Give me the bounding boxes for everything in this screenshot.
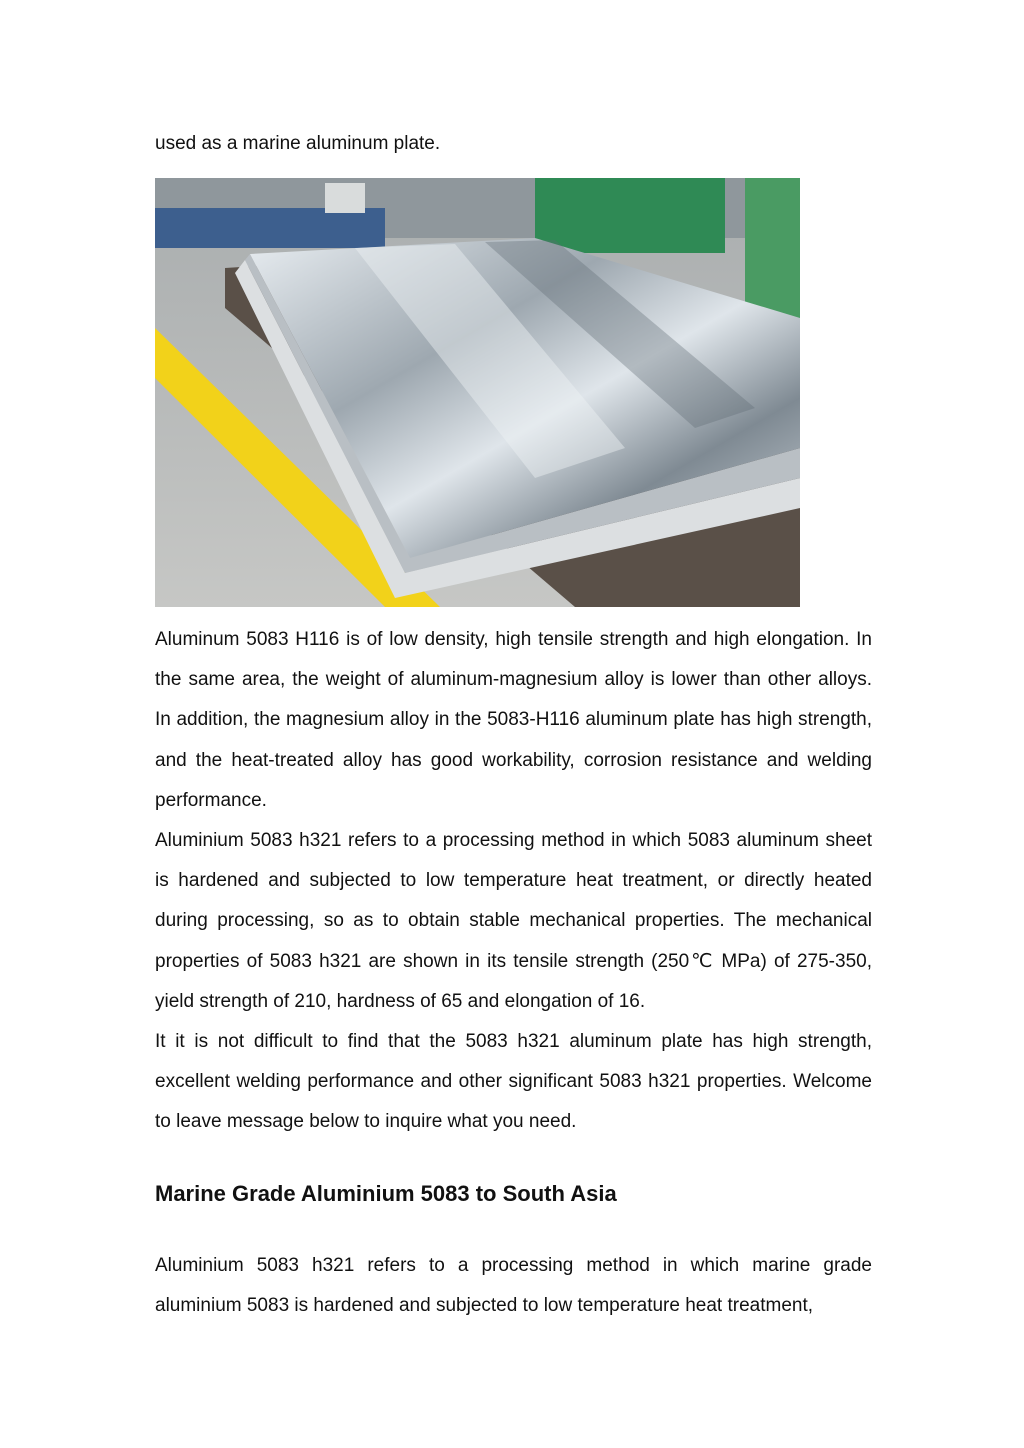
stack-of-aluminum-plates-photo xyxy=(155,178,800,607)
green-container xyxy=(535,178,725,253)
section-heading: Marine Grade Aluminium 5083 to South Asia xyxy=(155,1181,617,1206)
intro-text: used as a marine aluminum plate. xyxy=(155,133,441,154)
paragraph-h321: Aluminium 5083 h321 refers to a processing method in which 5083 aluminum sheet is hardened and subjected to low temperature heat treatment, or directly heated during processing, so as to obtain stable mechanical properties. The mechanical properties of 5083 h321 are shown in its tensile strength (250℃ MPa) of 275-350, yield strength of 210, hardness of 65 and elongation of 16. xyxy=(155,830,872,1012)
photo-illustration xyxy=(155,178,800,607)
paragraph-inquiry: It it is not difficult to find that the 5083 h321 aluminum plate has high strength, excellent welding performance and other significant 5083 h321 properties. Welcome to leave message below to inquire what you need. xyxy=(155,1031,872,1133)
paragraph-h116: Aluminum 5083 H116 is of low density, high tensile strength and high elongation. In the same area, the weight of aluminum-magnesium alloy is lower than other alloys. In addition, the magnesium alloy in the 5083-H116 aluminum plate has high strength, and the heat-treated alloy has good workability, corrosion resistance and welding performance. xyxy=(155,629,872,811)
section-paragraph: Aluminium 5083 h321 refers to a processing method in which marine grade aluminium 5083 is hardened and subjected to low temperature heat treatment, xyxy=(155,1255,872,1317)
